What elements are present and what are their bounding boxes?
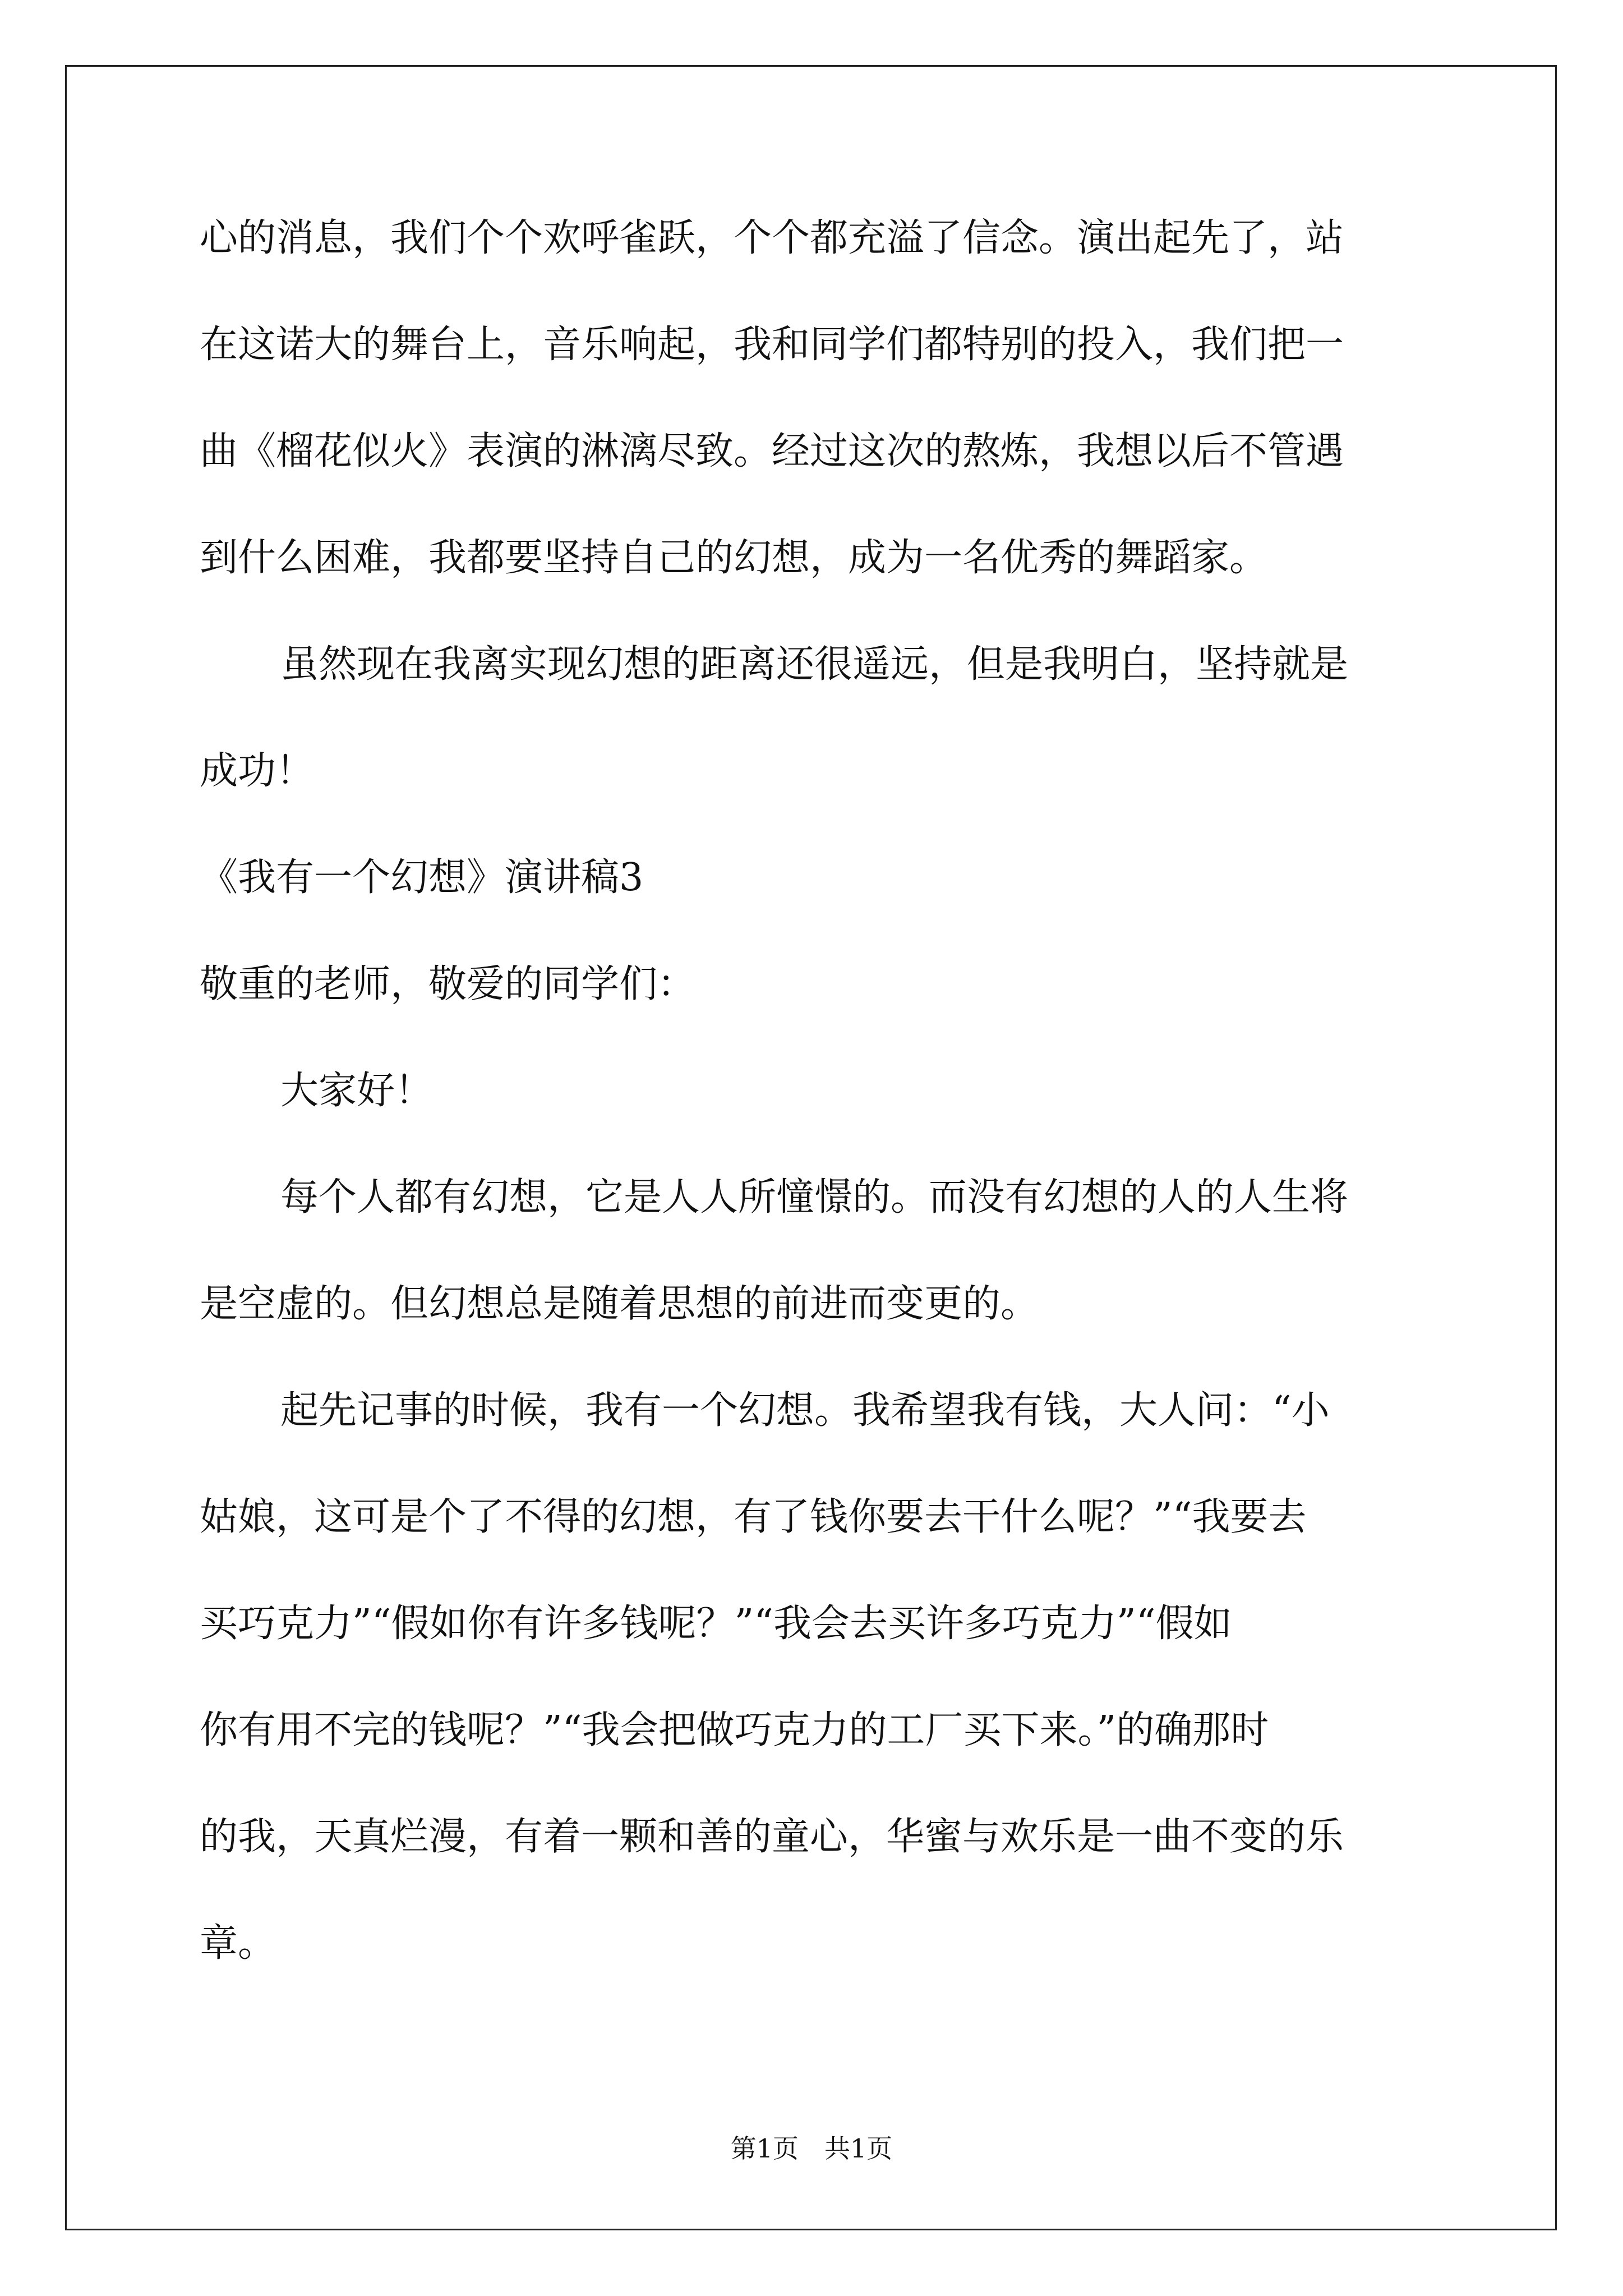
- text-line: 虽然现在我离实现幻想的距离还很遥远，但是我明白，坚持就是: [280, 642, 1349, 687]
- text-line: 的我，天真烂漫，有着一颗和善的童心，华蜜与欢乐是一曲不变的乐: [200, 1815, 1344, 1859]
- text-line: 起先记事的时候，我有一个幻想。我希望我有钱，大人问：“小: [280, 1388, 1330, 1433]
- text-line: 每个人都有幻想，它是人人所憧憬的。而没有幻想的人的人生将: [280, 1175, 1349, 1220]
- page-border: [65, 65, 1557, 2230]
- text-line: 心的消息，我们个个欢呼雀跃，个个都充溢了信念。演出起先了，站: [200, 216, 1344, 260]
- section-heading: 《我有一个幻想》演讲稿3: [200, 855, 644, 900]
- text-line: 在这诺大的舞台上，音乐响起，我和同学们都特别的投入，我们把一: [200, 323, 1344, 367]
- salutation: 敬重的老师，敬爱的同学们：: [200, 962, 696, 1006]
- text-line: 姑娘，这可是个了不得的幻想，有了钱你要去干什么呢？”“我要去: [200, 1495, 1307, 1539]
- text-line: 曲《榴花似火》表演的淋漓尽致。经过这次的熬炼，我想以后不管遇: [200, 429, 1344, 473]
- text-line: 是空虚的。但幻想总是随着思想的前进而变更的。: [200, 1282, 1039, 1326]
- text-line: 章。: [200, 1921, 276, 1966]
- page-footer: 第1页 共1页: [730, 2133, 893, 2164]
- text-line: 买巧克力”“假如你有许多钱呢？”“我会去买许多巧克力”“假如: [200, 1602, 1232, 1646]
- text-line: 成功！: [200, 749, 315, 793]
- text-line: 你有用不完的钱呢？”“我会把做巧克力的工厂买下来。”的确那时: [200, 1708, 1269, 1752]
- text-line: 到什么困难，我都要坚持自己的幻想，成为一名优秀的舞蹈家。: [200, 536, 1268, 580]
- greeting: 大家好！: [280, 1069, 434, 1113]
